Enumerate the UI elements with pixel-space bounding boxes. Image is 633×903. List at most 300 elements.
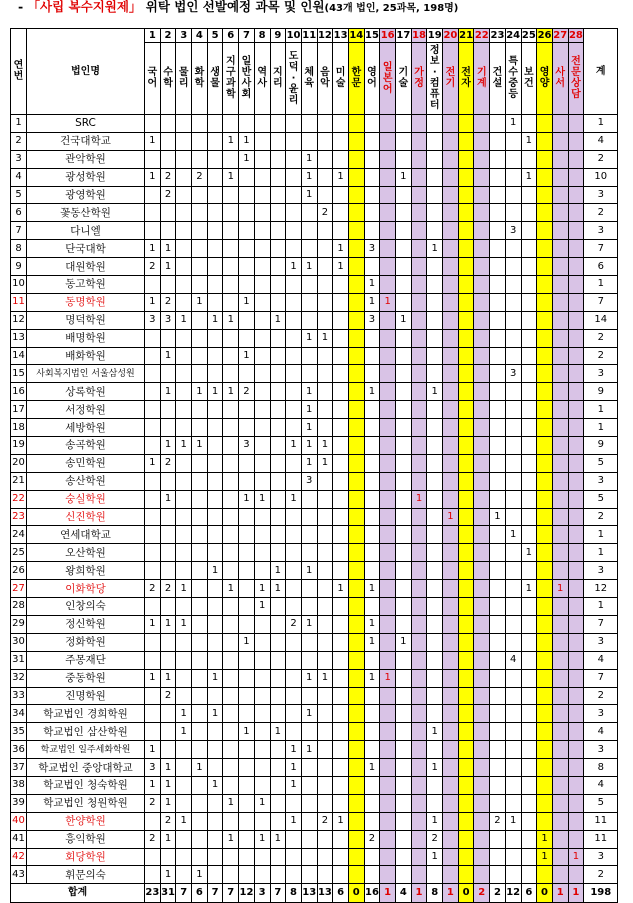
cell-value	[396, 830, 412, 848]
cell-value	[176, 526, 192, 544]
subject-number: 19	[427, 29, 442, 41]
cell-value	[396, 150, 412, 168]
cell-value	[317, 365, 333, 383]
cell-value: 1	[301, 454, 317, 472]
cell-value	[474, 741, 490, 759]
cell-value: 1	[333, 240, 349, 258]
cell-value	[223, 258, 239, 276]
cell-value: 3	[505, 222, 521, 240]
cell-value	[474, 115, 490, 133]
cell-value	[380, 526, 396, 544]
cell-value	[380, 168, 396, 186]
row-total: 2	[584, 866, 618, 884]
cell-value	[254, 741, 270, 759]
cell-value	[145, 526, 161, 544]
cell-value	[364, 329, 380, 347]
cell-value	[176, 365, 192, 383]
cell-value	[348, 365, 364, 383]
corporation-name: 오산학원	[27, 544, 145, 562]
cell-value	[552, 168, 568, 186]
cell-value	[443, 150, 459, 168]
table-row	[11, 580, 618, 598]
cell-value	[286, 329, 302, 347]
cell-value	[286, 472, 302, 490]
table-row	[11, 240, 618, 258]
cell-value	[537, 150, 553, 168]
cell-value	[568, 240, 584, 258]
cell-value	[348, 454, 364, 472]
subject-name: 영어	[364, 43, 380, 115]
subject-name: 물리	[176, 43, 192, 115]
cell-value	[176, 150, 192, 168]
cell-value	[239, 830, 255, 848]
row-number: 11	[11, 293, 27, 311]
cell-value	[443, 580, 459, 598]
row-total: 11	[584, 830, 618, 848]
table-row	[11, 115, 618, 133]
cell-value	[301, 490, 317, 508]
cell-value	[207, 615, 223, 633]
cell-value	[411, 222, 427, 240]
cell-value	[239, 276, 255, 294]
cell-value	[286, 150, 302, 168]
cell-value	[270, 472, 286, 490]
cell-value	[505, 830, 521, 848]
cell-value: 1	[192, 383, 208, 401]
cell-value	[490, 615, 506, 633]
cell-value	[223, 454, 239, 472]
table-row	[11, 669, 618, 687]
cell-value	[568, 651, 584, 669]
cell-value: 1	[286, 776, 302, 794]
cell-value: 2	[145, 794, 161, 812]
cell-value	[145, 186, 161, 204]
row-number: 21	[11, 472, 27, 490]
cell-value	[490, 222, 506, 240]
cell-value	[254, 419, 270, 437]
cell-value	[192, 186, 208, 204]
cell-value	[411, 580, 427, 598]
cell-value	[223, 598, 239, 616]
row-number: 30	[11, 633, 27, 651]
cell-value	[411, 437, 427, 455]
cell-value: 3	[364, 240, 380, 258]
subject-number: 7	[239, 29, 255, 43]
corporation-name: 송산학원	[27, 472, 145, 490]
cell-value	[568, 437, 584, 455]
cell-value	[521, 276, 537, 294]
cell-value	[396, 115, 412, 133]
table-row	[11, 759, 618, 777]
cell-value	[192, 222, 208, 240]
row-number: 8	[11, 240, 27, 258]
cell-value	[505, 741, 521, 759]
cell-value	[192, 651, 208, 669]
cell-value	[317, 633, 333, 651]
cell-value	[521, 204, 537, 222]
row-number: 6	[11, 204, 27, 222]
cell-value	[254, 687, 270, 705]
cell-value	[474, 258, 490, 276]
row-total: 1	[584, 598, 618, 616]
cell-value	[552, 705, 568, 723]
cell-value	[364, 776, 380, 794]
cell-value	[286, 598, 302, 616]
cell-value	[474, 311, 490, 329]
cell-value	[568, 741, 584, 759]
cell-value: 1	[364, 633, 380, 651]
row-total: 7	[584, 240, 618, 258]
cell-value	[505, 419, 521, 437]
cell-value	[145, 490, 161, 508]
corporation-name: 흥익학원	[27, 830, 145, 848]
cell-value	[427, 365, 443, 383]
cell-value	[364, 848, 380, 866]
cell-value	[239, 311, 255, 329]
cell-value	[537, 741, 553, 759]
cell-value	[176, 419, 192, 437]
cell-value	[427, 526, 443, 544]
cell-value: 1	[301, 401, 317, 419]
totals-value: 3	[254, 884, 270, 903]
cell-value	[505, 687, 521, 705]
cell-value	[380, 150, 396, 168]
cell-value	[145, 472, 161, 490]
cell-value	[207, 508, 223, 526]
cell-value	[223, 490, 239, 508]
cell-value	[333, 705, 349, 723]
cell-value	[348, 276, 364, 294]
row-total: 5	[584, 794, 618, 812]
cell-value	[207, 293, 223, 311]
cell-value	[223, 204, 239, 222]
cell-value: 1	[301, 186, 317, 204]
cell-value	[223, 759, 239, 777]
cell-value	[458, 723, 474, 741]
cell-value	[537, 598, 553, 616]
table-row	[11, 258, 618, 276]
cell-value: 2	[239, 383, 255, 401]
cell-value	[176, 383, 192, 401]
table-row	[11, 830, 618, 848]
cell-value	[552, 240, 568, 258]
cell-value: 2	[145, 258, 161, 276]
cell-value	[396, 365, 412, 383]
cell-value: 1	[223, 132, 239, 150]
cell-value	[286, 419, 302, 437]
cell-value	[474, 633, 490, 651]
cell-value	[552, 723, 568, 741]
cell-value: 1	[176, 812, 192, 830]
cell-value	[380, 830, 396, 848]
table-row	[11, 419, 618, 437]
row-total: 7	[584, 293, 618, 311]
cell-value	[396, 866, 412, 884]
cell-value	[458, 759, 474, 777]
cell-value	[223, 293, 239, 311]
cell-value	[348, 633, 364, 651]
cell-value	[537, 472, 553, 490]
cell-value	[474, 329, 490, 347]
cell-value	[411, 562, 427, 580]
cell-value	[207, 204, 223, 222]
cell-value	[521, 311, 537, 329]
cell-value	[380, 383, 396, 401]
cell-value: 1	[176, 723, 192, 741]
cell-value	[286, 222, 302, 240]
cell-value	[286, 276, 302, 294]
subject-name: 지리	[270, 43, 286, 115]
cell-value	[521, 526, 537, 544]
row-number: 19	[11, 437, 27, 455]
cell-value	[521, 437, 537, 455]
row-number: 29	[11, 615, 27, 633]
cell-value	[411, 115, 427, 133]
cell-value	[380, 598, 396, 616]
cell-value	[286, 830, 302, 848]
row-number: 42	[11, 848, 27, 866]
cell-value	[348, 776, 364, 794]
cell-value	[427, 132, 443, 150]
cell-value	[568, 794, 584, 812]
cell-value	[521, 633, 537, 651]
cell-value	[270, 258, 286, 276]
totals-label: 합계	[11, 884, 145, 903]
cell-value	[505, 311, 521, 329]
cell-value	[192, 204, 208, 222]
cell-value	[427, 580, 443, 598]
cell-value	[333, 115, 349, 133]
cell-value	[411, 186, 427, 204]
cell-value	[207, 240, 223, 258]
cell-value	[145, 651, 161, 669]
cell-value	[490, 150, 506, 168]
cell-value: 1	[301, 258, 317, 276]
cell-value: 1	[160, 794, 176, 812]
cell-value: 1	[160, 383, 176, 401]
cell-value	[176, 633, 192, 651]
cell-value	[568, 830, 584, 848]
cell-value	[254, 526, 270, 544]
cell-value	[490, 687, 506, 705]
cell-value	[458, 633, 474, 651]
cell-value: 1	[223, 383, 239, 401]
cell-value	[537, 866, 553, 884]
header-total: 계	[584, 29, 618, 115]
cell-value	[474, 669, 490, 687]
subject-name: 역사	[254, 43, 270, 115]
cell-value	[333, 615, 349, 633]
cell-value	[286, 687, 302, 705]
subject-number: 13	[333, 29, 348, 41]
corporation-name: 단국대학	[27, 240, 145, 258]
cell-value	[301, 544, 317, 562]
cell-value	[490, 419, 506, 437]
cell-value	[443, 276, 459, 294]
cell-value	[396, 347, 412, 365]
cell-value	[568, 115, 584, 133]
subject-number: 9	[270, 29, 286, 43]
totals-value: 13	[317, 884, 333, 903]
cell-value: 3	[145, 311, 161, 329]
cell-value	[552, 419, 568, 437]
cell-value	[474, 186, 490, 204]
cell-value: 2	[192, 168, 208, 186]
cell-value	[286, 669, 302, 687]
cell-value	[223, 186, 239, 204]
cell-value	[160, 723, 176, 741]
cell-value	[223, 633, 239, 651]
cell-value	[411, 276, 427, 294]
cell-value	[239, 866, 255, 884]
cell-value	[176, 759, 192, 777]
cell-value	[427, 401, 443, 419]
cell-value	[443, 490, 459, 508]
cell-value: 2	[317, 204, 333, 222]
cell-value	[348, 383, 364, 401]
cell-value	[223, 276, 239, 294]
cell-value	[239, 812, 255, 830]
cell-value	[207, 365, 223, 383]
cell-value	[443, 365, 459, 383]
row-number: 25	[11, 544, 27, 562]
cell-value	[317, 383, 333, 401]
cell-value	[458, 276, 474, 294]
cell-value	[411, 812, 427, 830]
cell-value	[474, 830, 490, 848]
cell-value	[568, 526, 584, 544]
cell-value	[333, 508, 349, 526]
row-number: 22	[11, 490, 27, 508]
cell-value	[254, 383, 270, 401]
cell-value	[160, 562, 176, 580]
cell-value	[552, 132, 568, 150]
cell-value	[364, 222, 380, 240]
header-seq: 연번	[11, 29, 27, 115]
cell-value	[411, 240, 427, 258]
cell-value	[348, 490, 364, 508]
cell-value	[521, 347, 537, 365]
cell-value	[239, 186, 255, 204]
cell-value	[505, 347, 521, 365]
cell-value	[505, 383, 521, 401]
cell-value	[552, 633, 568, 651]
cell-value	[490, 347, 506, 365]
cell-value	[348, 508, 364, 526]
cell-value	[490, 258, 506, 276]
cell-value	[396, 651, 412, 669]
cell-value	[207, 150, 223, 168]
subject-name: 지구과학	[223, 43, 239, 115]
cell-value	[207, 329, 223, 347]
cell-value	[254, 759, 270, 777]
cell-value	[537, 365, 553, 383]
subject-name: 수학	[160, 43, 176, 115]
cell-value	[490, 580, 506, 598]
cell-value	[490, 240, 506, 258]
cell-value	[239, 454, 255, 472]
cell-value	[223, 812, 239, 830]
cell-value	[286, 705, 302, 723]
cell-value: 1	[505, 526, 521, 544]
cell-value	[176, 741, 192, 759]
cell-value	[270, 115, 286, 133]
cell-value	[333, 132, 349, 150]
table-row	[11, 329, 618, 347]
corporation-name: 중동학원	[27, 669, 145, 687]
cell-value	[458, 383, 474, 401]
cell-value: 1	[160, 490, 176, 508]
cell-value: 1	[286, 437, 302, 455]
row-total: 5	[584, 454, 618, 472]
cell-value	[427, 419, 443, 437]
cell-value	[270, 633, 286, 651]
row-total: 7	[584, 615, 618, 633]
cell-value	[443, 293, 459, 311]
totals-value: 13	[301, 884, 317, 903]
cell-value: 1	[333, 168, 349, 186]
table-row	[11, 812, 618, 830]
table-row	[11, 741, 618, 759]
cell-value	[176, 508, 192, 526]
cell-value	[552, 669, 568, 687]
subject-number: 26	[537, 29, 552, 41]
cell-value	[348, 759, 364, 777]
cell-value	[396, 222, 412, 240]
cell-value	[537, 115, 553, 133]
cell-value	[301, 598, 317, 616]
cell-value	[270, 687, 286, 705]
cell-value	[521, 651, 537, 669]
cell-value	[396, 615, 412, 633]
row-total: 5	[584, 490, 618, 508]
cell-value	[348, 419, 364, 437]
subject-name: 기계	[474, 43, 490, 115]
cell-value	[192, 347, 208, 365]
cell-value	[490, 186, 506, 204]
cell-value	[192, 472, 208, 490]
cell-value	[223, 240, 239, 258]
cell-value	[458, 222, 474, 240]
cell-value	[317, 848, 333, 866]
row-total: 2	[584, 347, 618, 365]
cell-value	[380, 222, 396, 240]
cell-value	[239, 115, 255, 133]
totals-value: 6	[333, 884, 349, 903]
cell-value	[176, 347, 192, 365]
cell-value	[348, 115, 364, 133]
cell-value	[192, 150, 208, 168]
row-total: 4	[584, 651, 618, 669]
cell-value	[552, 687, 568, 705]
cell-value	[192, 544, 208, 562]
totals-value: 1	[380, 884, 396, 903]
cell-value	[145, 204, 161, 222]
cell-value	[521, 240, 537, 258]
corporation-name: 신진학원	[27, 508, 145, 526]
cell-value	[333, 687, 349, 705]
cell-value	[474, 419, 490, 437]
corporation-name: 회당학원	[27, 848, 145, 866]
cell-value	[223, 115, 239, 133]
cell-value	[254, 651, 270, 669]
cell-value	[427, 669, 443, 687]
cell-value	[239, 401, 255, 419]
row-number: 39	[11, 794, 27, 812]
cell-value	[207, 866, 223, 884]
cell-value	[411, 293, 427, 311]
cell-value	[160, 115, 176, 133]
